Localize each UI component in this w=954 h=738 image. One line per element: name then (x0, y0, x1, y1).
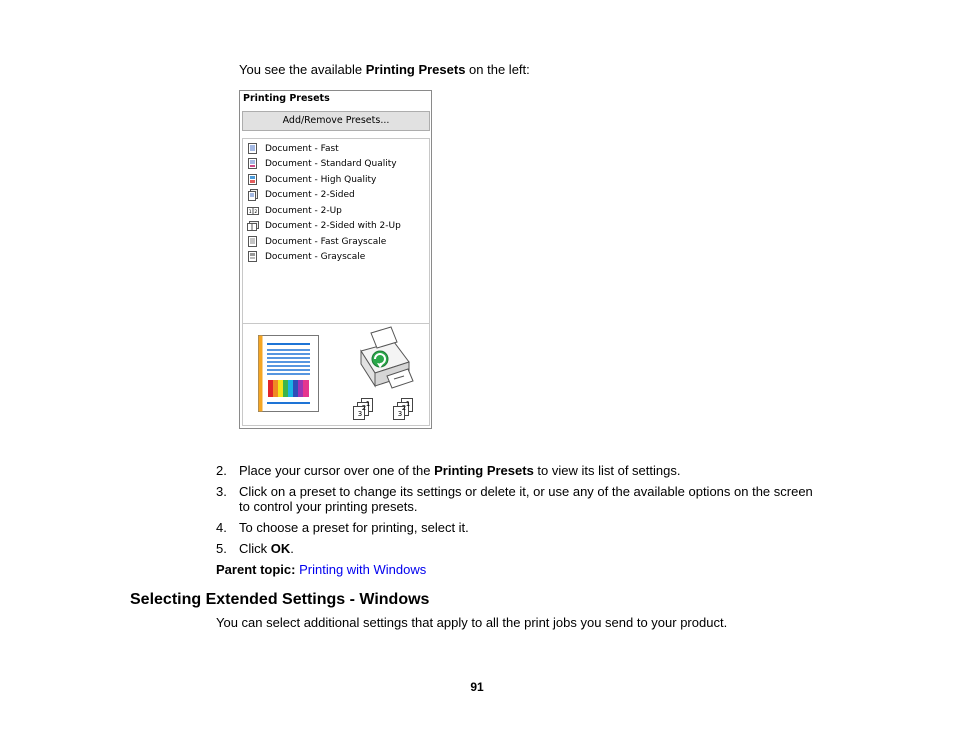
parent-topic (216, 562, 426, 577)
page-number: 91 (470, 680, 484, 694)
copies-page-number: 1 (365, 400, 371, 408)
document-fast-grayscale-icon (247, 236, 259, 248)
preset-item[interactable]: Document - Fast Grayscale (247, 234, 386, 249)
svg-text:2: 2 (254, 209, 258, 215)
document-fast-icon (247, 143, 259, 155)
printer-icon (361, 327, 413, 388)
copies-page-number: 2 (361, 404, 367, 412)
preset-item[interactable]: 1 2 Document - 2-Up (248, 205, 342, 216)
copies-icon (394, 399, 413, 420)
parent-topic-label: Parent topic: (216, 562, 296, 577)
preset-list (242, 138, 430, 323)
section-heading: Selecting Extended Settings - Windows (130, 591, 430, 608)
copies-page-number: 3 (357, 410, 363, 418)
document-standard-icon (247, 158, 259, 170)
section-description: You can select additional settings that apply to all the print jobs you send to your product. (216, 615, 728, 630)
intro-text: You see the available Printing Presets on the left: (239, 62, 530, 77)
printing-presets-panel (239, 90, 432, 429)
add-remove-presets-button[interactable]: Add/Remove Presets... (242, 111, 430, 131)
copies-page-number: 2 (401, 404, 407, 412)
preset-item[interactable]: Document - 2-Sided with 2-Up (247, 219, 401, 234)
preset-item[interactable]: Document - Standard Quality (247, 157, 397, 172)
document-grayscale-icon (247, 251, 259, 263)
copies-page-number: 1 (405, 400, 411, 408)
document-2sided-icon (247, 189, 259, 201)
panel-title: Printing Presets (243, 93, 330, 104)
page-preview-icon (259, 336, 319, 412)
document-2up-icon (247, 205, 259, 217)
parent-topic-link[interactable]: Printing with Windows (299, 562, 427, 577)
preview-graphics (243, 324, 429, 425)
preset-preview-area (242, 323, 430, 426)
preset-item[interactable]: Document - Grayscale (247, 250, 365, 265)
svg-text:1: 1 (248, 209, 252, 215)
preset-item[interactable]: Document - High Quality (247, 172, 376, 187)
preset-item[interactable]: Document - 2-Sided (247, 188, 355, 203)
document-2sided-2up-icon (247, 220, 259, 232)
preset-item[interactable]: Document - Fast (247, 141, 339, 156)
document-high-icon (247, 174, 259, 186)
copies-page-number: 3 (397, 410, 403, 418)
copies-icon (354, 399, 373, 420)
